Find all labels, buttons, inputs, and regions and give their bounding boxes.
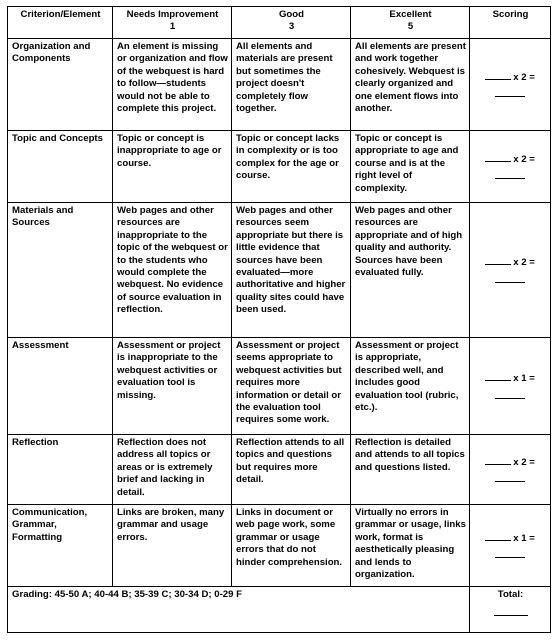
- score-cell[interactable]: [470, 505, 551, 587]
- needs-improvement-points: 1: [169, 21, 176, 33]
- table-row: [8, 203, 551, 338]
- score-multiplier: x 2 =: [513, 257, 535, 269]
- criterion-cell: Assessment: [8, 338, 113, 435]
- score-result-blank[interactable]: [495, 557, 525, 558]
- criterion-cell: Materials and Sources: [8, 203, 113, 338]
- good-cell: Reflection attends to all topics and questions but requires more detail.: [232, 435, 351, 505]
- table-row: [8, 435, 551, 505]
- good-cell: All elements and materials are present but sometimes the project doesn't completely flow together.: [232, 39, 351, 131]
- score-cell[interactable]: [470, 39, 551, 131]
- header-needs-improvement: Needs Improvement 1: [113, 7, 232, 39]
- needs-improvement-cell: Reflection does not address all topics or areas or is extremely brief and lacking in detail.: [113, 435, 232, 505]
- score-cell[interactable]: [470, 203, 551, 338]
- criterion-cell: Topic and Concepts: [8, 131, 113, 203]
- excellent-cell: All elements are present and work together cohesively. Webquest is clearly organized and one element flows into another.: [351, 39, 470, 131]
- score-result-blank[interactable]: [495, 398, 525, 399]
- criterion-cell: Communication, Grammar, Formatting: [8, 505, 113, 587]
- excellent-points: 5: [407, 21, 414, 33]
- score-multiplier: x 1 =: [513, 532, 535, 544]
- good-cell: Links in document or web page work, some grammar or usage errors that do not hinder comprehension.: [232, 505, 351, 587]
- score-blank[interactable]: [485, 263, 511, 265]
- score-result-blank[interactable]: [495, 282, 525, 283]
- grading-scale: Grading: 45-50 A; 40-44 B; 35-39 C; 30-34 D; 0-29 F: [8, 587, 470, 633]
- good-cell: Topic or concept lacks in complexity or is too complex for the age or course.: [232, 131, 351, 203]
- excellent-cell: Topic or concept is appropriate to age and course and is at the right level of complexity.: [351, 131, 470, 203]
- good-points: 3: [288, 21, 295, 33]
- score-cell[interactable]: [470, 131, 551, 203]
- table-row: [8, 505, 551, 587]
- needs-improvement-cell: An element is missing or organization and flow of the webquest is hard to follow—students would not be able to complete this project.: [113, 39, 232, 131]
- score-blank[interactable]: [485, 539, 511, 541]
- table-row: [8, 39, 551, 131]
- score-blank[interactable]: [485, 78, 511, 80]
- score-cell[interactable]: [470, 435, 551, 505]
- needs-improvement-cell: Links are broken, many grammar and usage errors.: [113, 505, 232, 587]
- excellent-cell: Web pages and other resources are appropriate and of high quality and authority. Sources have been evaluated fully.: [351, 203, 470, 338]
- score-multiplier: x 2 =: [513, 153, 535, 165]
- score-blank[interactable]: [485, 463, 511, 465]
- total-label: Total:: [497, 589, 524, 600]
- header-good: Good 3: [232, 7, 351, 39]
- excellent-cell: Assessment or project is appropriate, described well, and includes good evaluation tool (rubric, etc.).: [351, 338, 470, 435]
- score-multiplier: x 2 =: [513, 71, 535, 83]
- footer-row: [8, 587, 551, 633]
- score-multiplier: x 1 =: [513, 373, 535, 385]
- score-blank[interactable]: [485, 160, 511, 162]
- needs-improvement-cell: Web pages and other resources are inappropriate to the topic of the webquest or to the students who would complete the webquest. No evidence of source evaluation in reflection.: [113, 203, 232, 338]
- excellent-cell: Reflection is detailed and attends to all topics and questions listed.: [351, 435, 470, 505]
- needs-improvement-cell: Topic or concept is inappropriate to age or course.: [113, 131, 232, 203]
- needs-improvement-cell: Assessment or project is inappropriate to the webquest activities or evaluation tool is missing.: [113, 338, 232, 435]
- score-result-blank[interactable]: [495, 481, 525, 482]
- score-result-blank[interactable]: [495, 96, 525, 97]
- header-scoring: Scoring: [470, 7, 551, 39]
- criterion-cell: Reflection: [8, 435, 113, 505]
- rubric-table: [7, 6, 551, 633]
- total-blank[interactable]: [494, 615, 528, 616]
- excellent-cell: Virtually no errors in grammar or usage, links work, format is aesthetically pleasing and lends to organization.: [351, 505, 470, 587]
- table-row: [8, 131, 551, 203]
- criterion-cell: Organization and Components: [8, 39, 113, 131]
- good-cell: Web pages and other resources seem appropriate but there is little evidence that sources have been evaluated—more authoritative and higher quality sites could have been used.: [232, 203, 351, 338]
- table-row: [8, 338, 551, 435]
- header-excellent: Excellent 5: [351, 7, 470, 39]
- score-blank[interactable]: [485, 379, 511, 381]
- total-cell[interactable]: [470, 587, 551, 633]
- score-result-blank[interactable]: [495, 178, 525, 179]
- header-criterion: Criterion/Element: [8, 7, 113, 39]
- good-cell: Assessment or project seems appropriate to webquest activities but requires more information or detail or the evaluation tool requires some work.: [232, 338, 351, 435]
- header-row: [8, 7, 551, 39]
- score-multiplier: x 2 =: [513, 456, 535, 468]
- score-cell[interactable]: [470, 338, 551, 435]
